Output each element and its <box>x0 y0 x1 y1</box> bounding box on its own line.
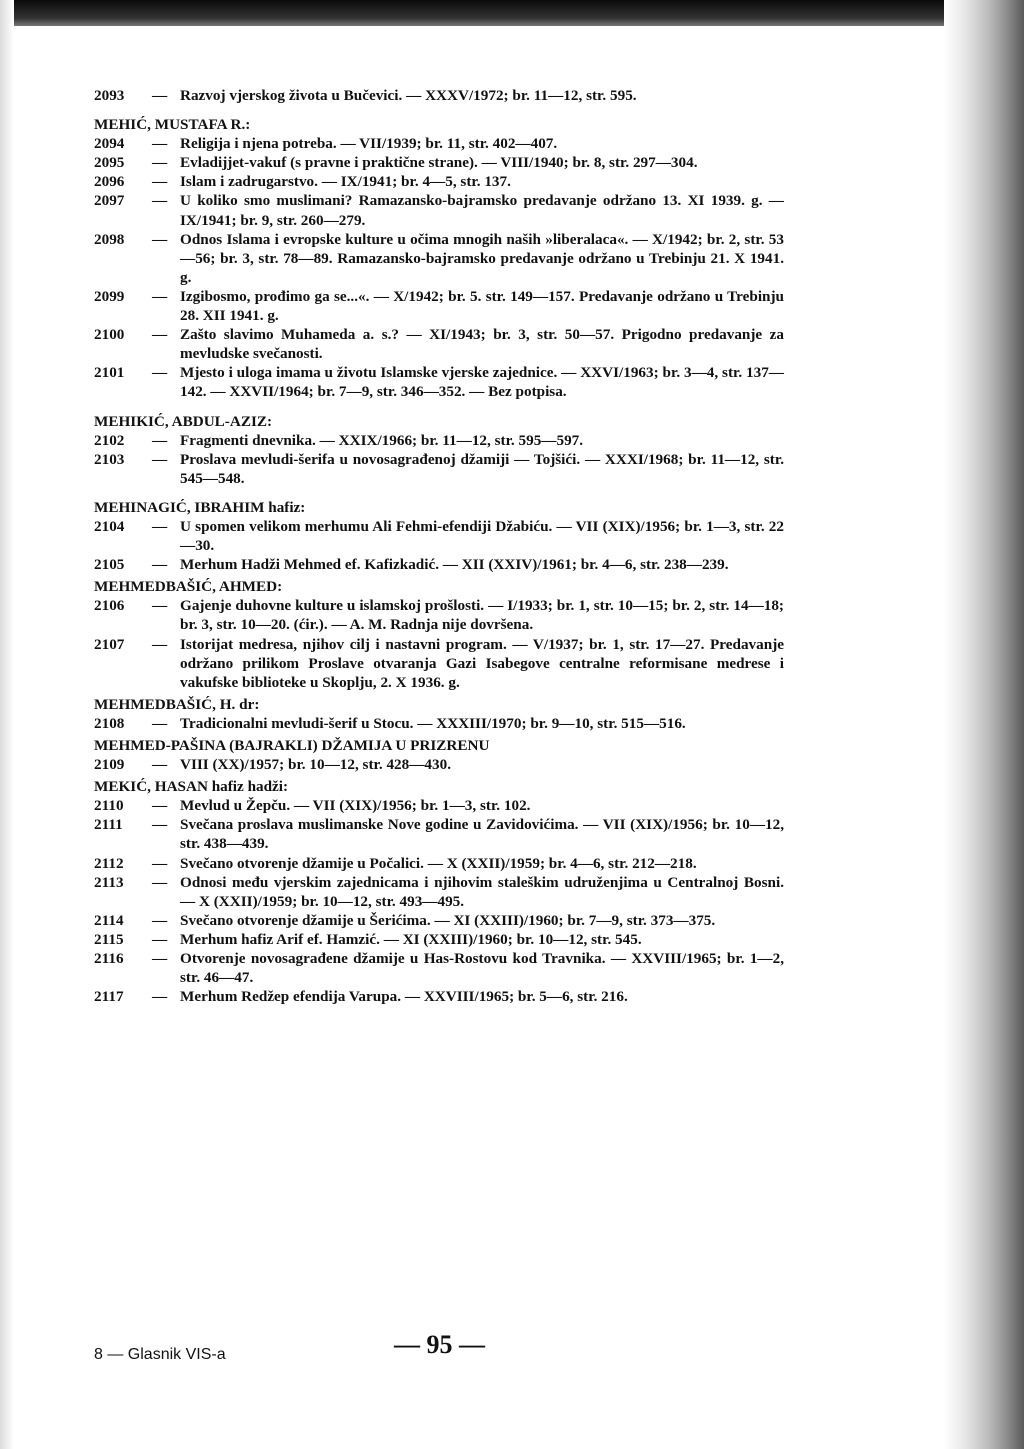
entry-number: 2096 <box>94 173 125 191</box>
entry-dash: — <box>152 714 168 732</box>
entry-row <box>94 873 784 911</box>
entry-row <box>94 714 784 733</box>
entry-dash: — <box>152 154 168 172</box>
entry-text: Mjesto i uloga imama u životu Islamske vjerske zajednice. — XXVI/1963; br. 3—4, str. 137—142. — XXVII/1964; br. 7—9, str. 346—352. — Bez potpisa. <box>180 364 784 401</box>
entry-text: VIII (XX)/1957; br. 10—12, str. 428—430. <box>180 756 451 774</box>
scan-edge-top <box>0 0 1024 26</box>
entry-number: 2106 <box>94 597 125 615</box>
entry-dash: — <box>152 87 168 104</box>
entry-number: 2102 <box>94 431 125 449</box>
entry-dash: — <box>152 988 168 1006</box>
author-heading: MEHMEDBAŠIĆ, AHMED: <box>94 578 283 596</box>
entry-dash: — <box>152 173 168 191</box>
entry-text: Istorijat medresa, njihov cilj i nastavni program. — V/1937; br. 1, str. 17—27. Predavanje održano prilikom Proslave otvaranja Gazi Isabegove centralne reformisane medrese i vakufske biblioteke u Skoplju, 2. X 1936. g. <box>180 635 784 691</box>
scan-edge-right <box>944 0 1024 1449</box>
entry-number: 2117 <box>94 988 124 1006</box>
entry-number: 2104 <box>94 517 125 535</box>
entry-text: Mevlud u Žepču. — VII (XIX)/1956; br. 1—3, str. 102. <box>180 797 531 815</box>
page-footer <box>94 1330 784 1370</box>
entry-number: 2103 <box>94 450 125 468</box>
entry-dash: — <box>152 854 168 872</box>
entry-dash: — <box>152 517 168 535</box>
entry-row <box>94 172 784 191</box>
entry-row <box>94 431 784 450</box>
entry-dash: — <box>152 135 168 153</box>
entry-row <box>94 854 784 873</box>
entry-row <box>94 287 784 325</box>
author-heading: MEHMEDBAŠIĆ, H. dr: <box>94 695 260 713</box>
entry-number: 2101 <box>94 364 125 382</box>
entry-number: 2095 <box>94 154 125 172</box>
entry-row <box>94 796 784 815</box>
entry-number: 2105 <box>94 556 125 574</box>
entry-dash: — <box>152 756 168 774</box>
entry-number: 2099 <box>94 287 125 305</box>
entry-row <box>94 987 784 1006</box>
entry-dash: — <box>152 635 168 653</box>
entry-dash: — <box>152 873 168 891</box>
entry-number: 2107 <box>94 635 125 653</box>
entry-row <box>94 517 784 555</box>
entry-text: Fragmenti dnevnika. — XXIX/1966; br. 11—12, str. 595—597. <box>180 431 584 449</box>
entry-text: Zašto slavimo Muhameda a. s.? — XI/1943; br. 3, str. 50—57. Prigodno predavanje za mevludske svečanosti. <box>180 326 784 363</box>
entry-dash: — <box>152 230 168 248</box>
entry-text: U spomen velikom merhumu Ali Fehmi-efendiji Džabiću. — VII (XIX)/1956; br. 1—3, str. 22—30. <box>180 517 784 555</box>
entry-number: 2113 <box>94 873 124 891</box>
entry-text: U koliko smo muslimani? Ramazansko-bajramsko predavanje održano 13. XI 1939. g. — IX/1941; br. 9, str. 260—279. <box>180 192 784 229</box>
entry-row <box>94 755 784 774</box>
footer-signature: 8 — Glasnik VIS-a <box>94 1346 226 1363</box>
entry-dash: — <box>152 556 168 574</box>
entry-number: 2114 <box>94 911 124 929</box>
entry-number: 2111 <box>94 816 123 834</box>
entry-text: Islam i zadrugarstvo. — IX/1941; br. 4—5, str. 137. <box>180 173 511 191</box>
entry-row <box>94 949 784 987</box>
entry-number: 2098 <box>94 230 125 248</box>
entry-text: Merhum Hadži Mehmed ef. Kafizkadić. — XII (XXIV)/1961; br. 4—6, str. 238—239. <box>180 556 729 574</box>
entry-dash: — <box>152 192 168 210</box>
author-heading: MEHIĆ, MUSTAFA R.: <box>94 116 251 134</box>
entry-row <box>94 153 784 172</box>
entry-row <box>94 230 784 287</box>
entry-dash: — <box>152 930 168 948</box>
entry-text: Tradicionalni mevludi-šerif u Stocu. — XXXIII/1970; br. 9—10, str. 515—516. <box>180 714 686 732</box>
entry-number: 2093 <box>94 87 125 104</box>
entry-text: Svečana proslava muslimanske Nove godine u Zavidovićima. — VII (XIX)/1956; br. 10—12, str. 438—439. <box>180 816 784 853</box>
entry-dash: — <box>152 911 168 929</box>
entry-number: 2109 <box>94 756 125 774</box>
author-heading: MEHINAGIĆ, IBRAHIM hafiz: <box>94 498 306 516</box>
entry-dash: — <box>152 597 168 615</box>
entry-row <box>94 555 784 574</box>
entry-text: Odnos Islama i evropske kulture u očima mnogih naših »liberalaca«. — X/1942; br. 2, str. 53—56; br. 3, str. 78—89. Ramazansko-bajramsko predavanje održano u Trebinju 21. X 1941. g. <box>180 230 784 286</box>
entry-text: Razvoj vjerskog života u Bučevici. — XXXV/1972; br. 11—12, str. 595. <box>180 87 637 104</box>
author-heading: MEHMED-PAŠINA (BAJRAKLI) DŽAMIJA U PRIZRENU <box>94 737 490 754</box>
entry-dash: — <box>152 797 168 815</box>
entry-dash: — <box>152 450 168 468</box>
entry-text: Svečano otvorenje džamije u Počalici. — X (XXII)/1959; br. 4—6, str. 212—218. <box>180 854 697 872</box>
entry-row <box>94 815 784 853</box>
entry-number: 2097 <box>94 192 125 210</box>
entry-dash: — <box>152 950 168 968</box>
entry-number: 2094 <box>94 135 125 153</box>
entry-dash: — <box>152 431 168 449</box>
entry-row <box>94 325 784 363</box>
entry-number: 2110 <box>94 797 124 815</box>
entry-text: Otvorenje novosagrađene džamije u Has-Rostovu kod Travnika. — XXVIII/1965; br. 1—2, str. 46—47. <box>180 950 784 987</box>
author-heading: MEHIKIĆ, ABDUL-AZIZ: <box>94 412 273 430</box>
entry-number: 2100 <box>94 326 125 344</box>
entry-text: Merhum hafiz Arif ef. Hamzić. — XI (XXIII)/1960; br. 10—12, str. 545. <box>180 930 642 948</box>
author-heading: MEKIĆ, HASAN hafiz hadži: <box>94 778 289 796</box>
entry-row <box>94 596 784 634</box>
entry-dash: — <box>152 326 168 344</box>
entry-text: Evladijjet-vakuf (s pravne i praktične strane). — VIII/1940; br. 8, str. 297—304. <box>180 154 698 172</box>
entry-row <box>94 930 784 949</box>
entry-text: Izgibosmo, prođimo ga se...«. — X/1942; br. 5. str. 149—157. Predavanje održano u Trebinju 28. XII 1941. g. <box>180 287 784 325</box>
entry-text: Merhum Redžep efendija Varupa. — XXVIII/1965; br. 5—6, str. 216. <box>180 988 628 1006</box>
entry-row <box>94 911 784 930</box>
entry-row <box>94 86 784 105</box>
entry-row <box>94 191 784 229</box>
entry-dash: — <box>152 816 168 834</box>
entry-number: 2115 <box>94 930 124 948</box>
entry-row <box>94 450 784 488</box>
entry-number: 2116 <box>94 950 124 968</box>
entry-text: Proslava mevludi-šerifa u novosagrađenoj džamiji — Tojšići. — XXXI/1968; br. 11—12, str. 545—548. <box>180 450 784 487</box>
scan-edge-left <box>0 0 14 1449</box>
entry-row <box>94 635 784 692</box>
page-number: — 95 — <box>394 1330 485 1359</box>
entry-text: Religija i njena potreba. — VII/1939; br. 11, str. 402—407. <box>180 135 558 153</box>
entry-text: Svečano otvorenje džamije u Šerićima. — XI (XXIII)/1960; br. 7—9, str. 373—375. <box>180 911 716 929</box>
entry-number: 2112 <box>94 854 124 872</box>
entry-row <box>94 363 784 401</box>
entry-text: Odnosi među vjerskim zajednicama i njihovim staleškim udruženjima u Centralnoj Bosni. — X (XXII)/1959; br. 10—12, str. 493—495. <box>180 873 784 910</box>
entry-number: 2108 <box>94 714 125 732</box>
entry-row <box>94 134 784 153</box>
entry-text: Gajenje duhovne kulture u islamskoj prošlosti. — I/1933; br. 1, str. 10—15; br. 2, str. 14—18; br. 3, str. 10—20. (ćir.). — A. M. Radnja nije dovršena. <box>180 597 784 634</box>
bibliography-page <box>94 86 784 1006</box>
entry-dash: — <box>152 364 168 382</box>
entry-dash: — <box>152 287 168 305</box>
